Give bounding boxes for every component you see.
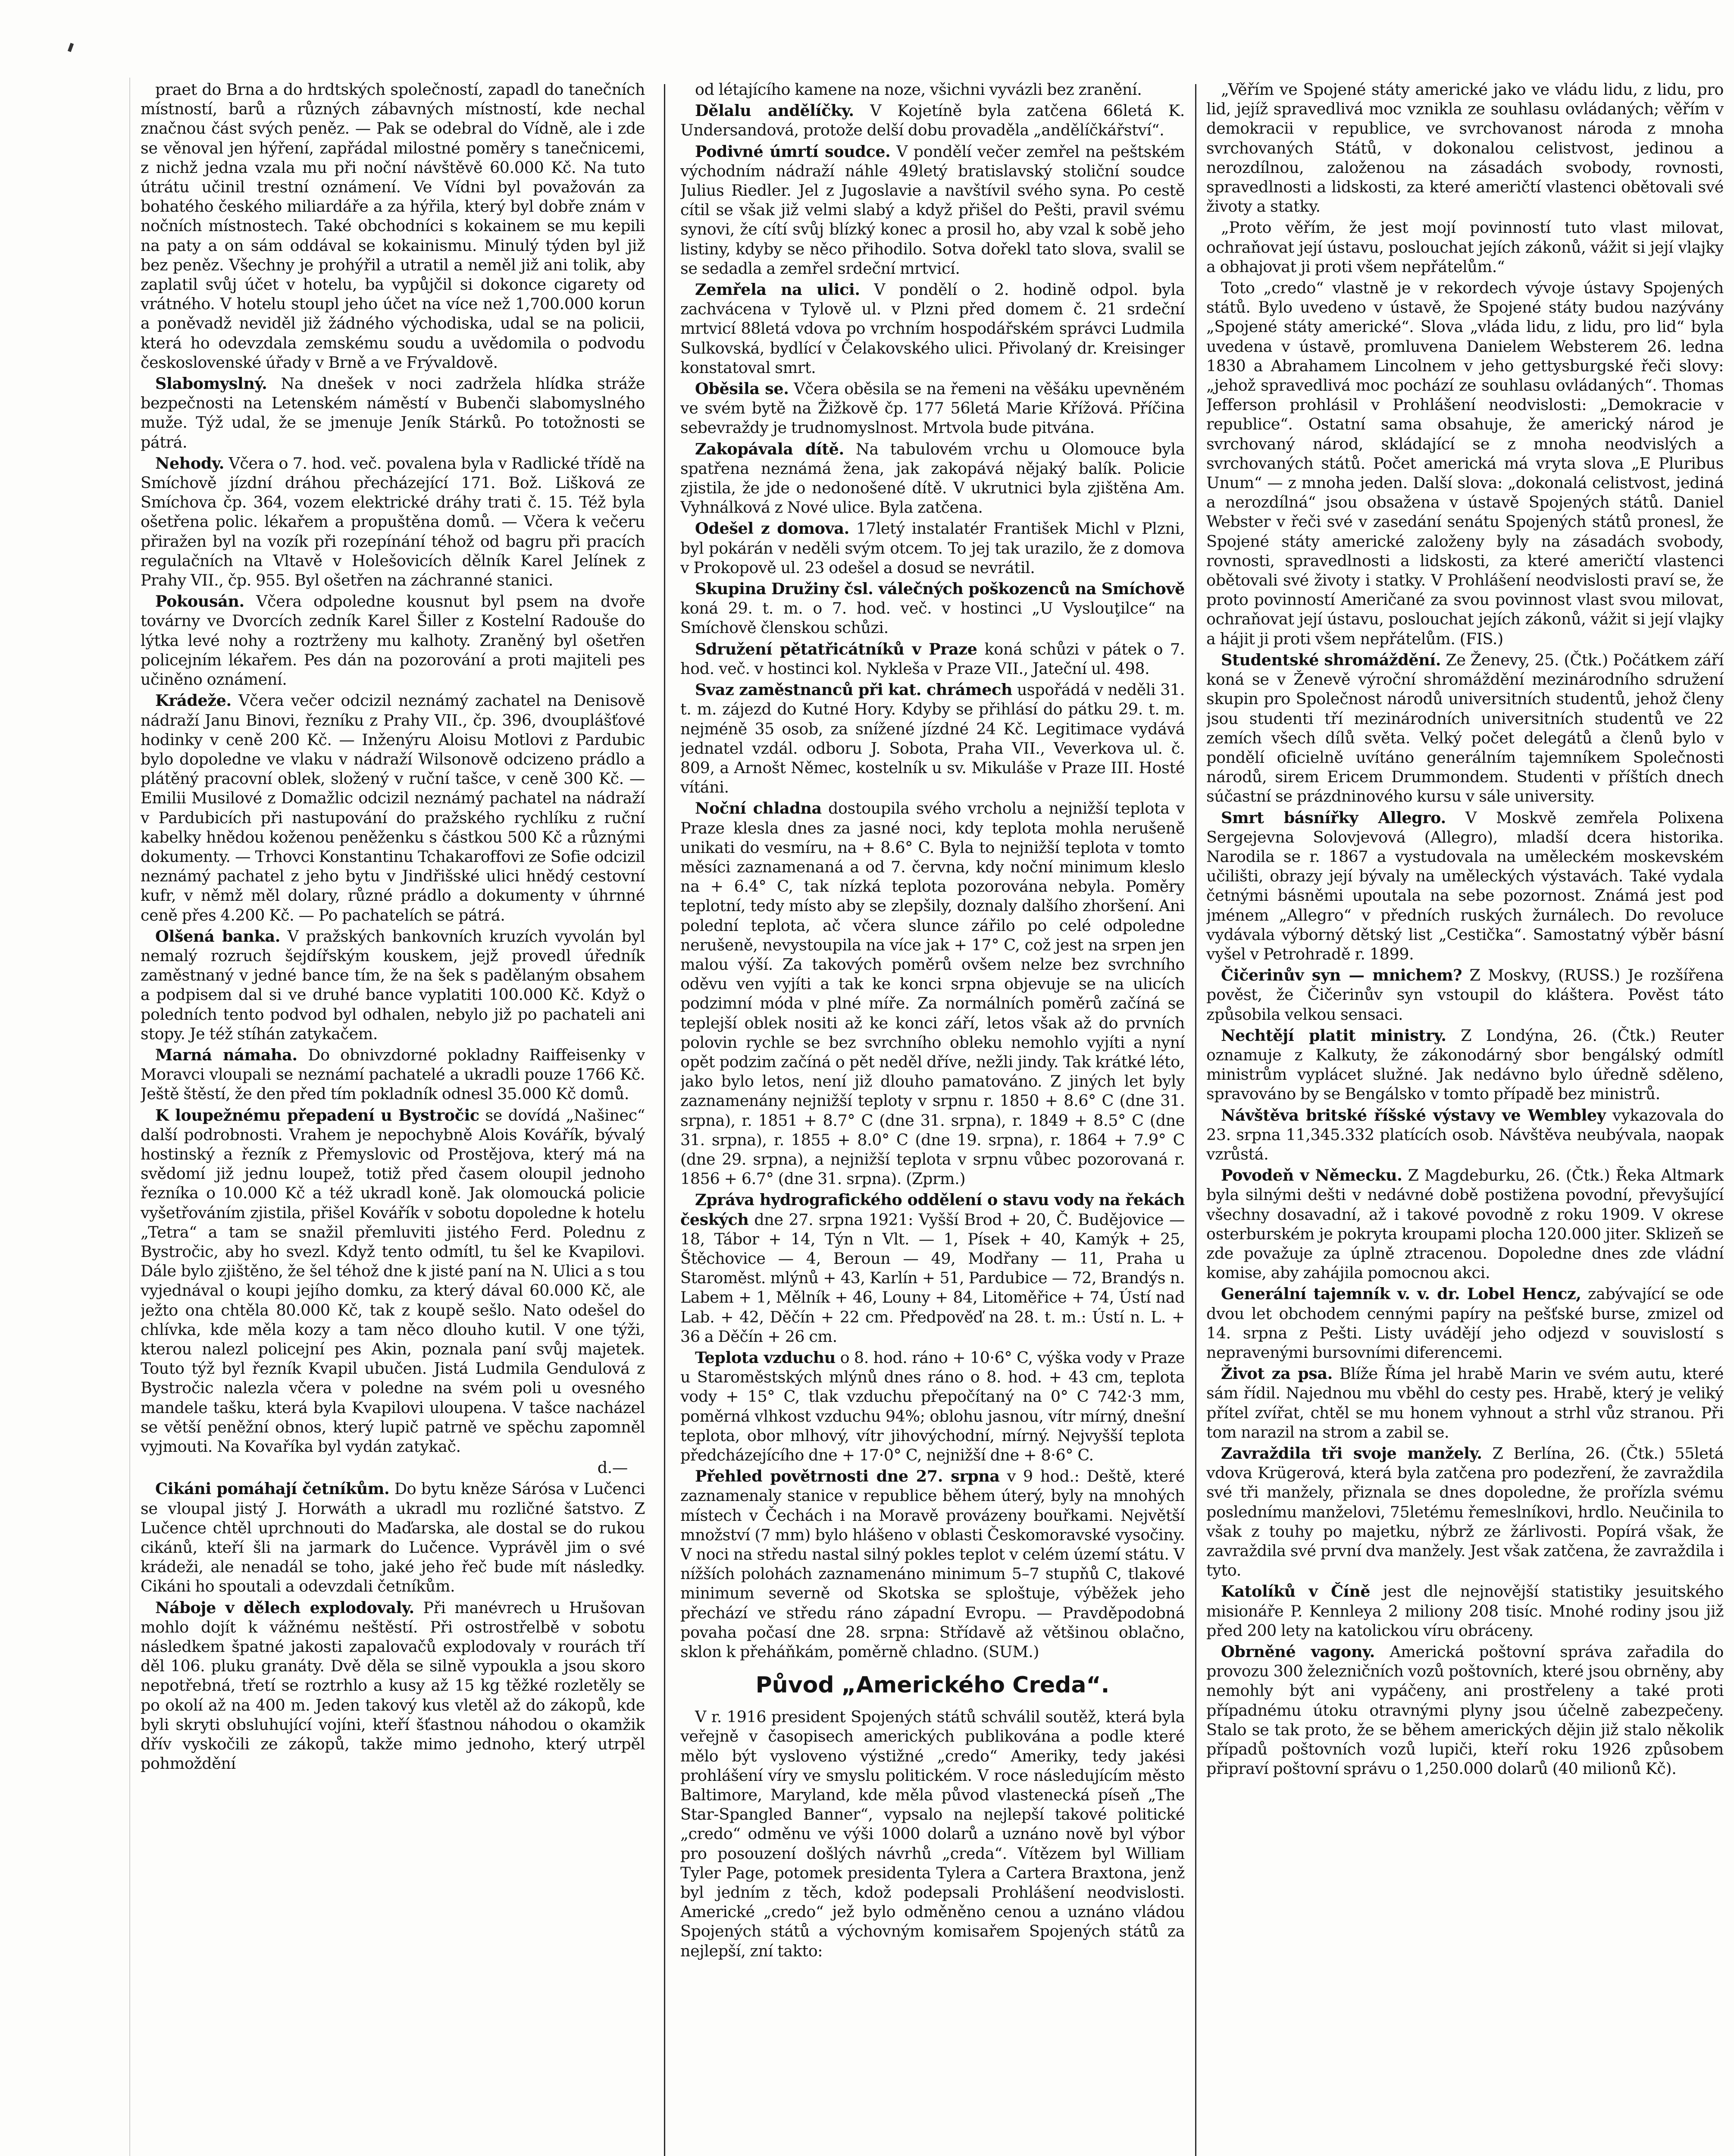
news-item-heading: Život za psa. bbox=[1221, 1364, 1333, 1383]
news-item-paragraph bbox=[1206, 965, 1724, 1024]
news-item-paragraph bbox=[680, 1707, 1185, 1961]
news-item-body: 17letý instalatér František Michl v Plzni, byl pokárán v neděli svým otcem. To jej tak urazilo, že z domova v Prokopově ul. 23 odešel a dosud se nevrátil. bbox=[680, 519, 1185, 577]
article-headline: Původ „Amerického Creda“. bbox=[755, 1672, 1110, 1698]
news-item bbox=[680, 799, 1185, 1188]
news-item-heading: Oběsila se. bbox=[695, 379, 789, 398]
news-item-body: Z Berlína, 26. (Čtk.) 55letá vdova Krügerová, která byla zatčena pro podezření, že zavraždila své tři manžely, přiznala se dnes dopoledne, že prořízla svému poslednímu manželovi, 75letému řemeslníkovi, hrdlo. Neučinila to však z touhy po majetku, nýbrž ze žárlivosti. Popírá však, že zavraždila své první dva manžely. Jest však zatčena, že zavraždila i tyto. bbox=[1206, 1444, 1724, 1580]
news-item bbox=[680, 101, 1185, 140]
news-item bbox=[680, 280, 1185, 377]
news-item-body: Toto „credo“ vlastně je v rekordech vývoje ústavy Spojených států. Bylo uvedeno v ústavě, že Spojené státy budou nazývány „Spojené státy americké“. Slova „vláda lidu, z lidu, pro lid“ byla uvedena v ústavě, promluvena Danielem Websterem 26. ledna 1830 a Abrahamem Lincolnem v jeho gettysburgské řeči slovy: „jehož spravedlivá moc pochází ze souhlasu ovládaných“. Thomas Jefferson prohlásil v Prohlášení neodvislosti: „Demokracie v republice“. Ostatní sama obsahuje, že americký národ je svrchovaný národ, skládající se z mnoha neodvislých a svrchovaných států. Počet americká má vryta slova „E Pluribus Unum“ — z mnoha jeden. Další slova: „dokonalá celistvost, jediná a nerozdílná“ jsou obsažena v ústavě Spojených států. Daniel Webster v řeči své v zasedání senátu Spojených států pronesl, že Spojené státy americké založeny byly na zásadách svobody, rovnosti, spravedlnosti a lidskosti, za které američtí vlastenci obětovali své životy i statky. V Prohlášení neodvislosti praví se, že proto povinností Američané za svou povinnost vlast svou milovat, ochraňovat její ústavu, poslouchat jejích zákonů, vážit si její vlajky a hájit ji proti všem nepřátelům. (FIS.) bbox=[1206, 279, 1724, 648]
news-item-heading: Návštěva britské říšské výstavy ve Wembley bbox=[1221, 1106, 1606, 1125]
news-item-body: Blíže Říma jel hrabě Marin ve svém autu, které sám řídil. Najednou mu vběhl do cesty pes. Hrabě, který je veliký přítel zvířat, chtěl se mu honem vyhnout a strhl vůz stranou. Při tom narazil na strom a zabil se. bbox=[1206, 1364, 1724, 1442]
news-item-body: Včera o 7. hod. več. povalena byla v Radlické třídě na Smíchově jízdní dráhou přecházející 171. Bož. Lišková ze Smíchova čp. 364, vozem elektrické dráhy trati č. 15. Též byla ošetřena polic. lékařem a propuštěna domů. — Včera k večeru přiražen byl na vozík při rozepínání téhož od bagru při pracích regulačních na Vltavě v Holešovicích dělník Karel Jelínek z Prahy VII., čp. 955. Byl ošetřen na záchranné stanici. bbox=[141, 454, 645, 590]
news-item-paragraph bbox=[680, 799, 1185, 1188]
news-item-body: se dovídá „Našinec“ další podrobnosti. Vrahem je nepochybně Alois Kovářík, bývalý hostinský a řezník z Přemyslovic od Prostějova, který má na svědomí již jednu loupež, totiž před časem oloupil jednoho řezníka o 10.000 Kč a též ukradl koně. Jak olomoucká policie vyšetřováním zjistila, přišel Kovářík v sobotu dopoledne k hotelu „Tetra“ a tam se snažil přemluviti jistého Ferd. Polednu z Bystročic, aby ho svezl. Když tento odmítl, tu šel ke Kvapilovi. Dále bylo zjištěno, že šel téhož dne k jisté paní na N. Ulici a s tou vyjednával o koupi jejího domku, za který dával 60.000 Kč, ale ježto ona chtěla 80.000 Kč, tak z koupě sešlo. Nato odešel do chlívka, kde měla kozy a tam něco dlouho kutil. V one týži, kterou nalezl policejní pes Akin, poznala paní svůj majetek. Touto týž byl řezník Kvapil ubučen. Jistá Ludmila Gendulová z Bystročic nalezla včera v poledne na svém poli u ovesného mandele tašku, která byla Kvapilovi uloupena. V tašce nacházel se větší peněžní obnos, který lupič patrně ve spěchu zapomněl vyjmouti. Na Kovaříka byl vydán zatykač. bbox=[141, 1106, 645, 1456]
news-item bbox=[680, 379, 1185, 438]
news-item-paragraph bbox=[141, 1106, 645, 1457]
news-item-paragraph bbox=[680, 1190, 1185, 1346]
news-item-body: o 8. hod. ráno + 10·6° C, výška vody v Praze u Staroměstských mlýnů dnes ráno o 8. hod. + 43 cm, teplota vody + 15° C, tlak vzduchu přepočítaný na 0° C 742·3 mm, poměrná vlhkost vzduchu 94%; oblohu jasnou, vítr mírný, dnešní teplota, obor mlhový, vítr jihovýchodní, mírný. Nejvyšší teplota předcházejícího dne + 17·0° C, nejnižší dne + 8·6° C. bbox=[680, 1348, 1185, 1465]
news-item-paragraph bbox=[1206, 1364, 1724, 1442]
news-item-body: Včera večer odcizil neznámý zachatel na Denisově nádraží Janu Binovi, řezníku z Prahy VII., čp. 396, dvouplášťové hodinky v ceně 200 Kč. — Inženýru Aloisu Motlovi z Pardubic bylo dopoledne ve vlaku v nádraží Wilsonově odcizeno prádlo a plátěný pracovní oblek, složený v ruční tašce, v ceně 300 Kč. — Emilii Musilové z Domažlic odcizil neznámý pachatel na nádraží v Pardubicích při nastupování do pražského rychlíku z ruční kabelky hnědou koženou peněženku s částkou 500 Kč a různými dokumenty. — Trhovci Konstantinu Tchakaroffovi ze Sofie odcizil neznámý pachatel z jeho bytu v Jindřišské ulici hnědý cestovní kufr, v němž měl dolary, různé prádlo a dokumenty v úhrnné ceně přes 4.200 Kč. — Po pachatelích se pátrá. bbox=[141, 691, 645, 924]
news-item-body: Včera odpoledne kousnut byl psem na dvoře továrny ve Dvorcích zedník Karel Šiller z Kostelní Radouše do lýtka levé nohy a roztrženy mu kalhoty. Zraněný byl ošetřen policejním lékařem. Pes dán na pozorování a proti majiteli pes učiněno oznámení. bbox=[141, 592, 645, 689]
news-item-paragraph bbox=[141, 1598, 645, 1774]
news-item-heading: Podivné úmrtí soudce. bbox=[695, 142, 891, 161]
news-item bbox=[1206, 1642, 1724, 1778]
news-item-paragraph bbox=[680, 80, 1185, 99]
news-item-body: praet do Brna a do hrdtských společností, zapadl do tanečních místností, barů a různých zábavných místností, kde nechal značnou část svých peněz. — Pak se odebral do Vídně, ale i zde se věnoval jen hýření, zapřádal milostné poměry s tanečnicemi, z nichž jedna vzala mu při noční návštěvě 60.000 Kč. Na tuto útrátu učinil trestní oznámení. Ve Vídni byl považován za bohatého českého miliardáře a za hýřila, který byl dobře znám v nočních místnostech. Také obchodníci s kokainem se mu kepili na paty a on sám oddával se kokainismu. Minulý týden byl již bez peněz. Všechny je prohýřil a utratil a neměl již ani tolik, aby zaplatil svůj účet v hotelu, ba vypůjčil si dokonce cigarety od vrátného. V hotelu stoupl jeho účet na více než 1,700.000 korun a poněvadž neviděl již žádného východiska, udal se na policii, která ho odevzdala zemskému soudu a uvědomila o podvodu československé úřady v Brně a ve Frývaldově. bbox=[141, 80, 645, 372]
news-item-heading: Noční chladna bbox=[695, 799, 822, 818]
news-item-heading: Zemřela na ulici. bbox=[695, 280, 860, 299]
news-item-paragraph bbox=[141, 374, 645, 452]
news-item bbox=[141, 1106, 645, 1457]
news-item bbox=[1206, 1026, 1724, 1104]
news-item-paragraph bbox=[680, 519, 1185, 577]
news-item-heading: Dělalu andělíčky. bbox=[695, 101, 854, 120]
news-item-paragraph bbox=[1206, 1642, 1724, 1778]
news-item-paragraph bbox=[1206, 1444, 1724, 1580]
column-rule bbox=[664, 84, 665, 2156]
news-item bbox=[1206, 218, 1724, 276]
news-item bbox=[141, 454, 645, 590]
news-item-paragraph bbox=[1206, 1582, 1724, 1640]
news-item bbox=[1206, 965, 1724, 1024]
page-edge bbox=[129, 78, 130, 2156]
news-item-body: V pondělí večer zemřel na peštském východním nádraží náhle 49letý bratislavský stoliční soudce Julius Riedler. Jel z Jugoslavie a navštívil svého syna. Po cestě cítil se však již velmi slabý a když přišel do Pešti, pravil svému synovi, že cítí svůj blízký konec a prosil ho, aby vzal k sobě jeho listiny, kdyby se něco přihodilo. Sotva dořekl tato slova, svalil se se sedadla a zemřel srdeční mrtvicí. bbox=[680, 142, 1185, 278]
news-item bbox=[680, 1467, 1185, 1661]
news-item-body: Na tabulovém vrchu u Olomouce byla spatřena neznámá žena, jak zakopává nějaký balík. Policie zjistila, že jde o nedonošené dítě. V ukrutnici byla zjištěna Am. Vyhnálková z Nové ulice. Byla zatčena. bbox=[680, 439, 1185, 517]
news-item-heading: Přehled povětrnosti dne 27. srpna bbox=[695, 1467, 1000, 1486]
news-item bbox=[1206, 80, 1724, 216]
news-item bbox=[1206, 278, 1724, 649]
news-item-heading: Krádeže. bbox=[155, 691, 232, 710]
news-item bbox=[1206, 808, 1724, 964]
news-item-heading: Nechtějí platit ministry. bbox=[1221, 1026, 1446, 1045]
news-item-heading: Generální tajemník v. v. dr. Lobel Hencz, bbox=[1221, 1285, 1581, 1304]
news-item-body: V pondělí o 2. hodině odpol. byla zachvácena v Tylově ul. v Plzni před domem č. 21 srdeční mrtvicí 88letá vdova po vrchním hospodářském správci Ludmila Sulkovská, bydlící v Čelakovského ulici. Přivolaný dr. Kreisinger konstatoval smrt. bbox=[680, 280, 1185, 377]
news-item-paragraph bbox=[680, 142, 1185, 278]
news-item-body: zabývající se ode dvou let obchodem cennými papíry na pešťské burse, zmizel od 14. srpna z Pešti. Listy uvádějí jeho odjezd v souvislostí s nepravenými bursovními diferencemi. bbox=[1206, 1285, 1724, 1362]
article-signature: d.— bbox=[597, 1458, 628, 1477]
news-item-body: Ze Ženevy, 25. (Čtk.) Počátkem září koná se v Ženevě výroční shromáždění mezinárodního sdružení skupin pro Společnost národů universitních studentů, jehož členy jsou studenti tří mezinárodních universitních studentů ve 22 zemích všech dílů světa. Velký počet delegátů a členů bylo v pondělí oficielně uvítáno generálním tajemníkem Společnosti národů, sirem Ericem Drummondem. Studenti v příštích dnech súčastní se prázdninového kursu v sále university. bbox=[1206, 650, 1724, 806]
news-item bbox=[141, 927, 645, 1044]
news-item-heading: Slabomyslný. bbox=[155, 374, 267, 393]
news-item bbox=[141, 374, 645, 452]
news-item-heading: Čičerinův syn — mnichem? bbox=[1221, 966, 1462, 985]
news-item bbox=[1206, 1106, 1724, 1164]
news-item-heading: Zakopávala dítě. bbox=[695, 439, 844, 458]
news-item bbox=[141, 691, 645, 924]
news-item-heading: Olšená banka. bbox=[155, 927, 281, 946]
column-1 bbox=[141, 80, 645, 2156]
news-item-body: Do obnivzdorné pokladny Raiffeisenky v Moravci vloupali se neznámí pachatelé a ukradli pouze 1766 Kč. Ještě štěstí, že den před tím pokladník odnesl 35.000 Kč domů. bbox=[141, 1045, 645, 1103]
news-item-heading: Pokousán. bbox=[155, 592, 244, 611]
news-item bbox=[141, 1598, 645, 1774]
news-item-heading: Katolíků v Číně bbox=[1221, 1582, 1371, 1601]
news-item-paragraph bbox=[680, 1467, 1185, 1661]
news-item-paragraph bbox=[680, 680, 1185, 797]
news-item-paragraph bbox=[1206, 218, 1724, 276]
column-3 bbox=[1206, 80, 1724, 2156]
news-item-heading: Skupina Družiny čsl. válečných poškozenců na Smíchově bbox=[695, 580, 1185, 599]
news-item bbox=[1206, 1166, 1724, 1282]
news-item-heading: Náboje v dělech explodovaly. bbox=[155, 1598, 414, 1617]
news-item-body: koná 29. t. m. o 7. hod. več. v hostinci „U Vyslouţilce“ na Smíchově členskou schůzi. bbox=[680, 599, 1185, 637]
news-item-body: dostoupila svého vrcholu a nejnižší teplota v Praze klesla dnes za jasné noci, kdy teplota mohla nerušeně unikati do vesmíru, na + 8.6° C. Byla to nejnižší teplota v tomto měsíci zaznamenaná a od 7. června, kdy noční minimum kleslo na + 6.4° C, tak nízká teplota pozorována nebyla. Poměry teplotní, tedy místo aby se zlepšily, doznaly dalšího zhoršení. Ani polední teplota, ač včera slunce zářilo po celé odpoledne nerušeně, nevystoupila na více jak + 17° C, což jest na srpen jen malou výší. Za takových poměrů ovšem nelze bez svrchního oděvu ven vyjíti a tak ke konci srpna objevuje se na ulicích podzimní móda v plné míře. Za normálních poměrů začíná se teplejší oblek nositi až ke konci září, letos však až do prvních polovin rychle se bez svrchního obleku nemohlo vyjíti a nyní opět podzim začíná o pět neděl dříve, nežli jindy. Tak krátké léto, jako bylo letos, není již dlouho pamatováno. Z jiných let byly zaznamenány nejnižší teploty v srpnu r. 1850 + 8.6° C (dne 31. srpna), r. 1851 + 8.7° C (dne 31. srpna), r. 1849 + 8.5° C (dne 31. srpna), r. 1855 + 8.0° C (dne 19. srpna), r. 1864 + 7.9° C (dne 29. srpna), a nejnižší teplota v srpnu vůbec pozorovaná r. 1856 + 6.7° (dne 31. srpna). (Zprm.) bbox=[680, 799, 1185, 1188]
news-item-heading: Odešel z domova. bbox=[695, 519, 849, 538]
news-item-heading: Teplota vzduchu bbox=[695, 1348, 836, 1367]
news-item bbox=[1206, 1444, 1724, 1580]
news-item-paragraph bbox=[141, 80, 645, 372]
news-item-paragraph bbox=[1206, 278, 1724, 649]
news-item-paragraph bbox=[1206, 1284, 1724, 1362]
news-item-body: V r. 1916 president Spojených států schválil soutěž, která byla veřejně v časopisech amerických publikována a podle které mělo být vysloveno výstižné „credo“ Ameriky, tedy jakési prohlášení víry ve smyslu politickém. V roce následujícím město Baltimore, Maryland, kde měla původ vlastenecká píseň „The Star-Spangled Banner“, vypsalo na nejlepší takové politické „credo“ odměnu ve výši 1000 dolarů a uznáno nově byl výbor pro posouzení došlých návrhů „creda“. Vítězem byl William Tyler Page, potomek presidenta Tylera a Cartera Braxtona, jenž byl jedním z těch, kdož podepsali Prohlášení neodvislosti. Americké „credo“ jež bylo odměněno cenou a uznáno vládou Spojených států a výchovným komisařem Spojených států za nejlepší, zní takto: bbox=[680, 1708, 1185, 1960]
news-item bbox=[1206, 1582, 1724, 1640]
news-item bbox=[1206, 1364, 1724, 1442]
news-item-paragraph bbox=[680, 639, 1185, 678]
scan-mark bbox=[68, 43, 74, 52]
news-item-body: Včera oběsila se na řemeni na věšáku upevněném ve svém bytě na Žižkově čp. 177 56letá Marie Křížová. Příčina sebevraždy je trudnomyslnost. Mrtvola bude pitvána. bbox=[680, 379, 1185, 437]
news-item-body: Do bytu kněze Sárósa v Lučenci se vloupal jistý J. Horwáth a ukradl mu rozličné šatstvo. Z Lučence chtěl uprchnouti do Maďarska, ale dostal se do rukou cikánů, kteří šli na jarmark do Lučence. Vyprávěl jim o své krádeži, ale nenadál se toho, jaké jeho řeč bude mít následky. Cikáni ho spoutali a odevzdali četníkům. bbox=[141, 1479, 645, 1596]
news-item-paragraph bbox=[1206, 1026, 1724, 1104]
news-item-paragraph bbox=[1206, 1106, 1724, 1164]
news-item-body: Z Moskvy, (RUSS.) Je rozšířena pověst, že Čičerinův syn vstoupil do kláštera. Pověst táto způsobila velkou sensaci. bbox=[1206, 966, 1724, 1024]
news-item-body: „Proto věřím, že jest mojí povinností tuto vlast milovat, ochraňovat její ústavu, poslouchat jejích zákonů, vážit si její vlajky a obhajovat ji proti všem nepřátelům.“ bbox=[1206, 218, 1724, 276]
news-item bbox=[680, 680, 1185, 797]
news-item-heading: Smrt básnířky Allegro. bbox=[1221, 808, 1446, 827]
news-item-paragraph bbox=[680, 579, 1185, 638]
news-item bbox=[680, 439, 1185, 517]
news-item-body: V pražských bankovních kruzích vyvolán byl nemalý rozruch šejdířským kouskem, jejž provedl úředník zaměstnaný v jedné bance tím, že na šek s padělaným obsahem a podpisem dal si ve druhé bance vyplatiti 100.000 Kč. Když o poledních tento podvod byl odhalen, nebylo již po pachateli ani stopy. Je též stíhán zatykačem. bbox=[141, 927, 645, 1043]
news-item-body: jest dle nejnovější statistiky jesuitského misionáře P. Kennleya 2 miliony 208 tisíc. Mnohé rodiny jsou již před 200 lety na katolickou víru obráceny. bbox=[1206, 1582, 1724, 1640]
news-item-heading: Zpráva hydrografického oddělení o stavu vody na řekách českých bbox=[680, 1191, 1185, 1229]
news-item-body: koná schůzi v pátek o 7. hod. več. v hostinci kol. Nykleša v Praze VII., Jateční ul. 498. bbox=[680, 639, 1185, 678]
news-item-heading: Sdružení pětatřicátníků v Praze bbox=[695, 639, 977, 658]
news-item-body: Z Londýna, 26. (Čtk.) Reuter oznamuje z Kalkuty, že zákonodárný sbor bengálský odmítl ministrům vyplácet služné. Jak nedávno bylo úředně sděleno, spravováno by se Bengálsko v tomto případě bez ministrů. bbox=[1206, 1026, 1724, 1103]
news-item-body: vykazovala do 23. srpna 11,345.332 platících osob. Návštěva neubývala, naopak vzrůstá. bbox=[1206, 1106, 1724, 1163]
news-item-body: od létajícího kamene na noze, všichni vyvázli bez zranění. bbox=[695, 80, 1142, 99]
news-item-paragraph bbox=[680, 439, 1185, 517]
news-item-heading: Zavraždila tři svoje manžely. bbox=[1221, 1444, 1482, 1463]
column-rule bbox=[1195, 84, 1196, 2156]
news-item-paragraph bbox=[141, 1045, 645, 1104]
news-item bbox=[680, 1348, 1185, 1465]
news-item-paragraph bbox=[141, 691, 645, 924]
news-item bbox=[1206, 650, 1724, 806]
news-item-heading: Obrněné vagony. bbox=[1221, 1642, 1375, 1661]
news-item-paragraph bbox=[141, 927, 645, 1044]
news-item-body: v 9 hod.: Deště, které zaznamenaly stanice v republice během úterý, byly na mnohých místech v Čechách i na Moravě provázeny bouřkami. Největší množství (7 mm) bylo hlášeno v oblasti Českomoravské vysočiny. V noci na středu nastal silný pokles teplot v celém území státu. V nížších polohách zaznamenáno minimum 5–7 stupňů C, tlakové minimum severně od Skotska se sploštuje, výběžek jeho přechází ve středu ráno západní Evropu. — Pravděpodobná povaha počasí dne 28. srpna: Střídavě až většinou oblačno, sklon k přeháňkám, poměrně chladno. (SUM.) bbox=[680, 1467, 1185, 1661]
news-item-heading: Studentské shromáždění. bbox=[1221, 650, 1441, 669]
news-item-heading: Marná námaha. bbox=[155, 1045, 297, 1064]
news-item-paragraph bbox=[141, 1479, 645, 1596]
news-item-heading: K loupežnému přepadení u Bystročic bbox=[155, 1106, 479, 1125]
news-item bbox=[1206, 1284, 1724, 1362]
news-item-paragraph bbox=[680, 280, 1185, 377]
news-item bbox=[141, 592, 645, 689]
news-item bbox=[680, 1707, 1185, 1961]
news-item bbox=[680, 519, 1185, 577]
news-item-body: Americká poštovní správa zařadila do provozu 300 železničních vozů poštovních, které jsou obrněny, aby nemohly být ani vypáčeny, ani prostřeleny a také proti případnému útoku otravnými plyny jsou účelně zabezpečeny. Stalo se tak proto, že se během amerických dějin již stalo několik případů poštovních vozů lupiči, kteří roku 1926 způsobem připraví poštovní správu o 1,250.000 dolarů (40 milionů Kč). bbox=[1206, 1642, 1724, 1778]
news-item-paragraph bbox=[1206, 650, 1724, 806]
news-item-heading: Cikáni pomáhají četníkům. bbox=[155, 1479, 390, 1498]
news-item bbox=[680, 639, 1185, 678]
news-item-body: uspořádá v neděli 31. t. m. zájezd do Kutné Hory. Kdyby se přihlásí do pátku 29. t. m. nejméně 35 osob, za snížené jízdné 24 Kč. Legitimace vydává jednatel vzdál. odboru J. Sobota, Praha VII., Veverkova ul. č. 809, a Arnošt Němec, kostelník u sv. Mikuláše v Praze III. Hosté vítáni. bbox=[680, 680, 1185, 797]
news-item-paragraph bbox=[141, 592, 645, 689]
news-item bbox=[141, 1045, 645, 1104]
news-item-body: Na dnešek v noci zadržela hlídka stráže bezpečnosti na Letenském náměstí v Bubenči slabomyslného muže. Týž udal, že se jmenuje Jeník Stárků. Po totožnosti se pátrá. bbox=[141, 374, 645, 451]
news-item-heading: Svaz zaměstnanců při kat. chrámech bbox=[695, 680, 1013, 699]
news-item-paragraph bbox=[680, 1348, 1185, 1465]
news-item-paragraph bbox=[141, 454, 645, 590]
news-item-paragraph bbox=[1206, 80, 1724, 216]
news-item-paragraph bbox=[1206, 808, 1724, 964]
news-item-heading: Nehody. bbox=[155, 454, 224, 473]
news-item bbox=[680, 1190, 1185, 1346]
news-item bbox=[680, 80, 1185, 99]
news-item-body: Při manévrech u Hrušovan mohlo dojít k vážnému neštěstí. Při ostrostřelbě v sobotu následkem špatné jakosti zapalovačů explodovaly v rourách tří děl 106. pluku granáty. Dvě děla se silně vypoukla a jsou skoro nepotřebná, třetí se roztrhlo a kusy až 15 kg těžké rozletěly se po okolí až na 400 m. Jeden takový kus vletěl až do zákopů, kde byli skryti obsluhující vojíni, kteří šťastnou náhodou o okamžik dřív vyskočili ze zákopů, takže mimo jednoho, který utrpěl pohmoždění bbox=[141, 1598, 645, 1773]
news-item-body: dne 27. srpna 1921: Vyšší Brod + 20, Č. Budějovice — 18, Tábor + 14, Týn n Vlt. — 1, Písek + 40, Kamýk + 25, Štěchovice — 4, Beroun — 49, Modřany — 11, Praha u Staroměst. mlýnů + 43, Karlín + 51, Pardubice — 72, Brandýs n. Labem + 1, Mělník + 46, Louny + 84, Litoměřice + 74, Ústí nad Lab. + 42, Děčín + 22 cm. Předpověď na 28. t. m.: Ústí n. L. + 36 a Děčín + 26 cm. bbox=[680, 1210, 1185, 1346]
news-item-paragraph bbox=[1206, 1166, 1724, 1282]
news-item-paragraph bbox=[680, 379, 1185, 438]
news-item bbox=[141, 1479, 645, 1596]
news-item bbox=[680, 142, 1185, 278]
news-item-body: V Kojetíně byla zatčena 66letá K. Undersandová, protože delší dobu provaděla „andělíčkářství“. bbox=[680, 101, 1185, 140]
news-item bbox=[141, 80, 645, 372]
news-item-body: „Věřím ve Spojené státy americké jako ve vládu lidu, z lidu, pro lid, jejíž spravedlivá moc vznikla ze souhlasu ovládaných; věřím v demokracii v republice, ve svrchovanost národa z mnoha svrchovaných Států, v dokonalou celistvost, jedinou a nerozdílnou, založenou na zásadách svobody, rovnosti, spravedlnosti a lidskosti, za které američtí vlastenci obětovali své životy a statky. bbox=[1206, 80, 1724, 216]
news-item bbox=[680, 579, 1185, 638]
column-2 bbox=[680, 80, 1185, 2156]
news-item-body: Z Magdeburku, 26. (Čtk.) Řeka Altmark byla silnými dešti v nedávné době postižena povodní, převyšující všechny dosavadní, až i takové povodně z roku 1909. V okrese osterburském je pokryta kroupami plocha 120.000 jiter. Sklizeň se zde považuje za úplně ztracenou. Dopoledne dnes zde vládní komise, aby zahájila pomocnou akci. bbox=[1206, 1166, 1724, 1282]
news-item-heading: Povodeň v Německu. bbox=[1221, 1166, 1402, 1185]
news-item-paragraph bbox=[680, 101, 1185, 140]
news-item-body: V Moskvě zemřela Polixena Sergejevna Solovjevová (Allegro), mladší dcera historika. Narodila se r. 1867 a vystudovala na uměleckém moskevském učilišti, obrazy její bývaly na uměleckých výstavách. Také vydala četnými básněmi upoutala na sebe pozornost. Známá jest pod jménem „Allegro“ v předních ruských žurnálech. Do revoluce vydávala výborný dětský list „Cestička“. Samostatný výběr básní vyšel v Petrohradě r. 1899. bbox=[1206, 808, 1724, 963]
